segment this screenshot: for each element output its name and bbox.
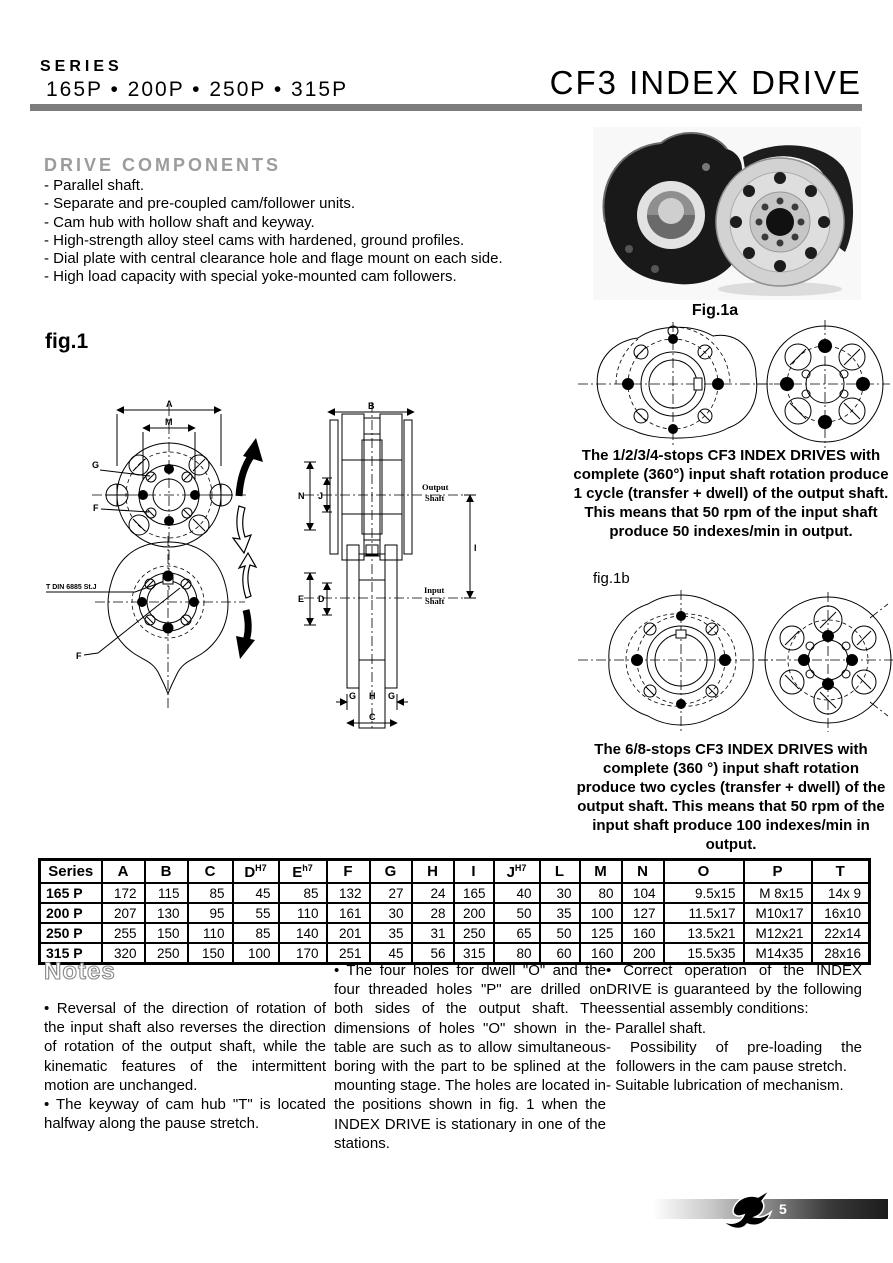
table-cell: 27	[370, 883, 412, 903]
dim-d-label: D	[318, 594, 325, 604]
table-row	[40, 923, 870, 943]
table-cell: 30	[370, 903, 412, 923]
fig1a-diagram	[578, 316, 890, 455]
dim-i-label: I	[474, 543, 477, 553]
table-cell: 35	[370, 923, 412, 943]
notes-heading: Notes	[44, 958, 116, 985]
dim-b-label: B	[368, 401, 375, 411]
drive-component-item: - Cam hub with hollow shaft and keyway.	[44, 213, 315, 231]
drive-component-item: - Parallel shaft.	[44, 177, 145, 194]
table-cell: 65	[494, 923, 540, 943]
table-header-cell: I	[454, 860, 494, 884]
table-cell: 13.5x21	[664, 923, 744, 943]
page-number: 5	[779, 1201, 787, 1217]
table-header-cell: B	[145, 860, 188, 884]
table-cell: 125	[580, 923, 622, 943]
table-cell: 15.5x35	[664, 943, 744, 964]
table-row	[40, 883, 870, 903]
table-cell: 251	[327, 943, 370, 964]
fig1-front-drawing	[40, 368, 300, 741]
series-models: 165P • 200P • 250P • 315P	[46, 78, 349, 101]
table-cell: M 8x15	[744, 883, 812, 903]
fig1a-label: Fig.1a	[691, 302, 739, 319]
table-cell: M14x35	[744, 943, 812, 964]
table-cell: 110	[188, 923, 233, 943]
dim-h-label: H	[369, 691, 376, 701]
series-cell: 165 P	[40, 883, 102, 903]
product-photo-image	[593, 127, 861, 300]
table-cell: 200	[454, 903, 494, 923]
table-header-cell: O	[664, 860, 744, 884]
table-cell: 31	[412, 923, 454, 943]
output-shaft-label-2: Shaft	[425, 493, 445, 503]
table-cell: 85	[279, 883, 327, 903]
output-shaft-label-1: Output	[422, 482, 449, 492]
table-header-cell: $J^{H7}$	[494, 860, 540, 884]
table-header-cell: $D^{H7}$	[233, 860, 279, 884]
drive-component-item: - High load capacity with special yoke-mounted cam followers.	[44, 268, 457, 286]
table-cell: 50	[494, 903, 540, 923]
table-cell: 130	[145, 903, 188, 923]
dim-a-label: A	[166, 399, 173, 409]
stops-68-text: The 6/8-stops CF3 INDEX DRIVES with complete (360 °) input shaft rotation produce two cycles (transfer + dwell) of the output shaft. This means that 50 rpm of the input shaft produce 100 indexes/min in output.	[576, 741, 886, 853]
table-cell: 315	[454, 943, 494, 964]
table-cell: 11.5x17	[664, 903, 744, 923]
table-cell: 28x16	[812, 943, 870, 964]
table-cell: 320	[102, 943, 145, 964]
table-cell: 80	[494, 943, 540, 964]
table-cell: 255	[102, 923, 145, 943]
table-cell: 56	[412, 943, 454, 964]
table-cell: M12x21	[744, 923, 812, 943]
stops-1234-text: The 1/2/3/4-stops CF3 INDEX DRIVES with complete (360°) input shaft rotation produce 1 cycle (transfer + dwell) of the output shaft. This means that 50 rpm of the input shaft produce 50 indexes/min in output.	[573, 447, 889, 540]
series-cell: 200 P	[40, 903, 102, 923]
table-header-cell: T	[812, 860, 870, 884]
table-cell: 45	[233, 883, 279, 903]
table-header-cell: Series	[40, 860, 102, 884]
table-cell: 250	[145, 943, 188, 964]
series-label: SERIES	[40, 58, 123, 75]
table-cell: 100	[580, 903, 622, 923]
table-cell: 85	[188, 883, 233, 903]
dim-g2-label: G	[349, 691, 357, 701]
dim-g-label: G	[92, 460, 100, 470]
table-header-cell: C	[188, 860, 233, 884]
notes-column-1	[44, 999, 326, 1133]
dim-f2-label: F	[76, 651, 82, 661]
table-cell: 132	[327, 883, 370, 903]
fig1a-drawing	[578, 316, 890, 450]
dim-g3-label: G	[388, 691, 396, 701]
table-cell: 150	[145, 923, 188, 943]
table-cell: 104	[622, 883, 664, 903]
table-cell: 160	[580, 943, 622, 964]
table-cell: 50	[540, 923, 580, 943]
table-cell: 127	[622, 903, 664, 923]
dim-j-label: J	[318, 491, 324, 501]
note-paragraph: - Possibility of pre-loading the followers in the cam pause stretch.	[606, 1038, 862, 1076]
note-paragraph: • Reversal of the direction of rotation of the input shaft also reverses the direction of rotation of the output shaft, while the kinematic features of the intermittent motion are unchanged.	[44, 1000, 326, 1094]
page-title: CF3 INDEX DRIVE	[549, 64, 862, 101]
table-cell: 150	[188, 943, 233, 964]
fig1b-label: fig.1b	[593, 570, 630, 587]
drive-component-item: - Separate and pre-coupled cam/follower units.	[44, 195, 356, 213]
fig1-side-svg	[296, 398, 486, 733]
table-cell: 35	[540, 903, 580, 923]
table-cell: 45	[370, 943, 412, 964]
table-cell: 22x14	[812, 923, 870, 943]
table-row	[40, 903, 870, 923]
table-cell: 16x10	[812, 903, 870, 923]
table-cell: 80	[580, 883, 622, 903]
dim-c-label: C	[369, 712, 376, 722]
table-cell: 30	[540, 883, 580, 903]
fig1b-drawing	[578, 584, 893, 736]
note-paragraph: • Correct operation of the INDEX DRIVE is guaranteed by the following essential assembly conditions:	[606, 962, 862, 1018]
input-shaft-label-2: Shaft	[425, 596, 445, 606]
table-header-cell: F	[327, 860, 370, 884]
dimensions-table	[38, 858, 871, 965]
table-cell: 161	[327, 903, 370, 923]
fig1-label: fig.1	[45, 330, 89, 353]
table-cell: 201	[327, 923, 370, 943]
table-header-cell: M	[580, 860, 622, 884]
table-cell: 165	[454, 883, 494, 903]
fig1-front-svg	[40, 368, 300, 736]
notes-column-2	[334, 961, 606, 1153]
dim-m-label: M	[165, 417, 173, 427]
table-cell: 160	[622, 923, 664, 943]
note-paragraph: - Suitable lubrication of mechanism.	[606, 1077, 844, 1095]
table-cell: 14x 9	[812, 883, 870, 903]
keyway-note: T DIN 6885 St.J	[46, 584, 97, 591]
table-cell: 85	[233, 923, 279, 943]
table-cell: 170	[279, 943, 327, 964]
table-header-cell: P	[744, 860, 812, 884]
table-cell: 40	[494, 883, 540, 903]
table-cell: 100	[233, 943, 279, 964]
table-header-cell: N	[622, 860, 664, 884]
table-header-cell: G	[370, 860, 412, 884]
table-cell: 140	[279, 923, 327, 943]
table-cell: 95	[188, 903, 233, 923]
dim-e-label: E	[298, 594, 305, 604]
drive-components-list	[44, 177, 564, 287]
table-header-cell: H	[412, 860, 454, 884]
table-cell: 9.5x15	[664, 883, 744, 903]
series-cell: 315 P	[40, 943, 102, 964]
product-photo	[593, 127, 861, 305]
note-paragraph: - Parallel shaft.	[606, 1019, 707, 1037]
notes-column-3	[606, 961, 862, 1095]
table-cell: 172	[102, 883, 145, 903]
table-cell: 200	[622, 943, 664, 964]
fig1b-diagram	[578, 584, 893, 741]
dim-f-label: F	[93, 503, 99, 513]
table-cell: 110	[279, 903, 327, 923]
note-paragraph: • The keyway of cam hub "T" is located halfway along the pause stretch.	[44, 1096, 326, 1133]
input-shaft-label-1: Input	[424, 585, 445, 595]
brand-logo-icon	[713, 1185, 775, 1238]
table-cell: 250	[454, 923, 494, 943]
table-header-row	[40, 860, 870, 884]
drive-components-heading: DRIVE COMPONENTS	[44, 155, 282, 175]
note-paragraph: • The four holes for dwell "O" and the four threaded holes "P" are drilled on both sides of the output shaft. The dimensions of holes "O" shown in the table are such as to allow simultaneous boring with the part to be splined at the mounting stage. The holes are located in the positions shown in fig. 1 when the INDEX DRIVE is stationary in one of the stations.	[334, 962, 606, 1152]
drive-component-item: - High-strength alloy steel cams with hardened, ground profiles.	[44, 231, 465, 249]
header-rule	[30, 104, 862, 111]
table-cell: 28	[412, 903, 454, 923]
fig1-side-drawing	[296, 398, 486, 738]
table-cell: M10x17	[744, 903, 812, 923]
table-cell: 55	[233, 903, 279, 923]
table-cell: 115	[145, 883, 188, 903]
series-cell: 250 P	[40, 923, 102, 943]
dimensions-table-wrap	[38, 858, 871, 965]
table-header-cell: A	[102, 860, 145, 884]
drive-component-item: - Dial plate with central clearance hole and flage mount on each side.	[44, 250, 503, 268]
dim-n-label: N	[298, 491, 305, 501]
table-cell: 60	[540, 943, 580, 964]
table-header-cell: L	[540, 860, 580, 884]
table-cell: 207	[102, 903, 145, 923]
table-header-cell: $E^{h7}$	[279, 860, 327, 884]
table-cell: 24	[412, 883, 454, 903]
